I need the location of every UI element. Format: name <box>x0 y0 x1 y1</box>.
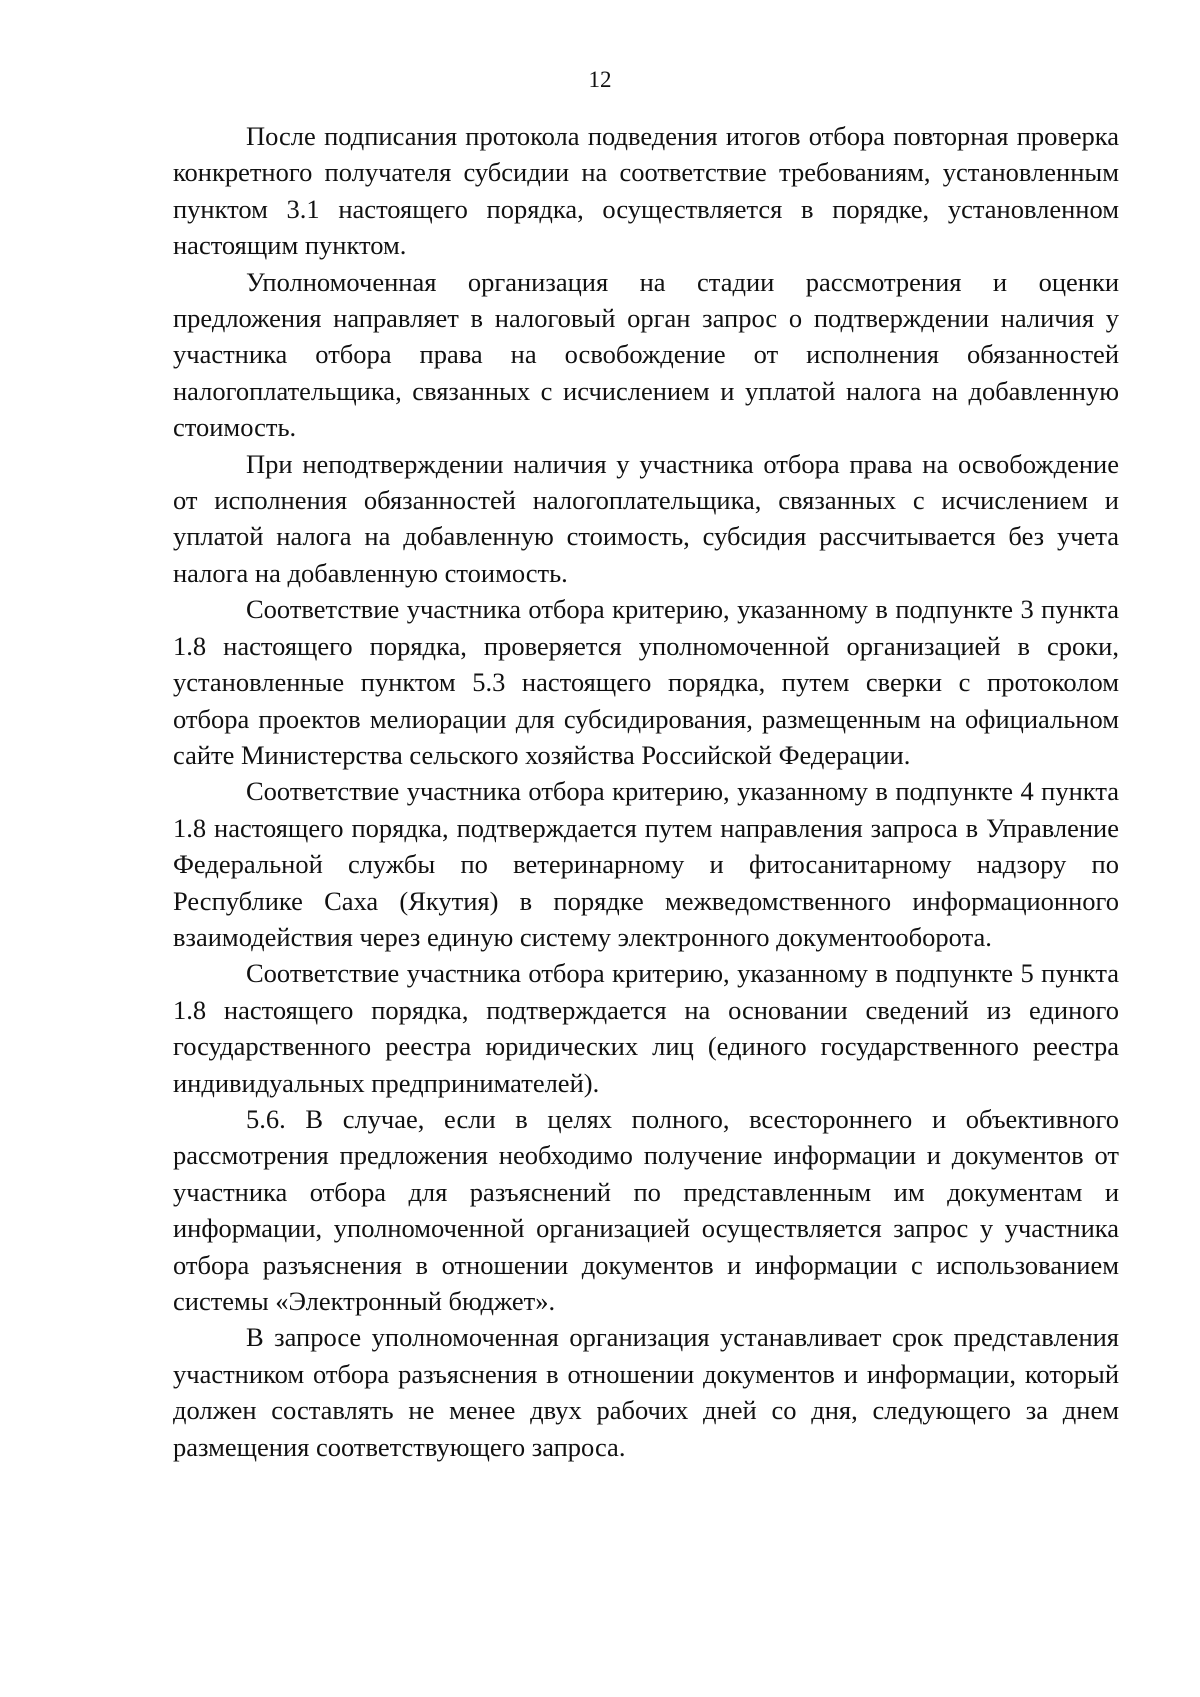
page-number: 12 <box>588 67 612 92</box>
paragraph: Соответствие участника отбора критерию, указанному в подпункте 3 пункта 1.8 настоящего порядка, проверяется уполномоченной организацией в сроки, установленные пунктом 5.3 настоящего порядка, путем сверки с протоколом отбора проектов мелиорации для субсидирования, размещенным на официальном сайте Министерства сельского хозяйства Российской Федерации. <box>173 594 1119 770</box>
paragraph: 5.6. В случае, если в целях полного, всестороннего и объективного рассмотрения предложения необходимо получение информации и документов от участника отбора для разъяснений по представленным им документам и информации, уполномоченной организацией осуществляется запрос у участника отбора разъяснения в отношении документов и информации с использованием системы «Электронный бюджет». <box>173 1103 1119 1316</box>
paragraph: При неподтверждении наличия у участника отбора права на освобождение от исполнения обязанностей налогоплательщика, связанных с исчислением и уплатой налога на добавленную стоимость, субсидия рассчитывается без учета налога на добавленную стоимость. <box>173 448 1119 588</box>
paragraph: После подписания протокола подведения итогов отбора повторная проверка конкретного получателя субсидии на соответствие требованиям, установленным пунктом 3.1 настоящего порядка, осуществляется в порядке, установленном настоящим пунктом. <box>173 121 1119 261</box>
paragraph: Соответствие участника отбора критерию, указанному в подпункте 5 пункта 1.8 настоящего порядка, подтверждается на основании сведений из единого государственного реестра юридических лиц (единого государственного реестра индивидуальных предпринимателей). <box>173 958 1119 1098</box>
document-body <box>173 118 1119 1465</box>
paragraph: Уполномоченная организация на стадии рассмотрения и оценки предложения направляет в налоговый орган запрос о подтверждении наличия у участника отбора права на освобождение от исполнения обязанностей налогоплательщика, связанных с исчислением и уплатой налога на добавленную стоимость. <box>173 266 1119 443</box>
paragraph: В запросе уполномоченная организация устанавливает срок представления участником отбора разъяснения в отношении документов и информации, который должен составлять не менее двух рабочих дней со дня, следующего за днем размещения соответствующего запроса. <box>173 1322 1119 1462</box>
paragraph: Соответствие участника отбора критерию, указанному в подпункте 4 пункта 1.8 настоящего порядка, подтверждается путем направления запроса в Управление Федеральной службы по ветеринарному и фитосанитарному надзору по Республике Саха (Якутия) в порядке межведомственного информационного взаимодействия через единую систему электронного документооборота. <box>173 776 1119 952</box>
